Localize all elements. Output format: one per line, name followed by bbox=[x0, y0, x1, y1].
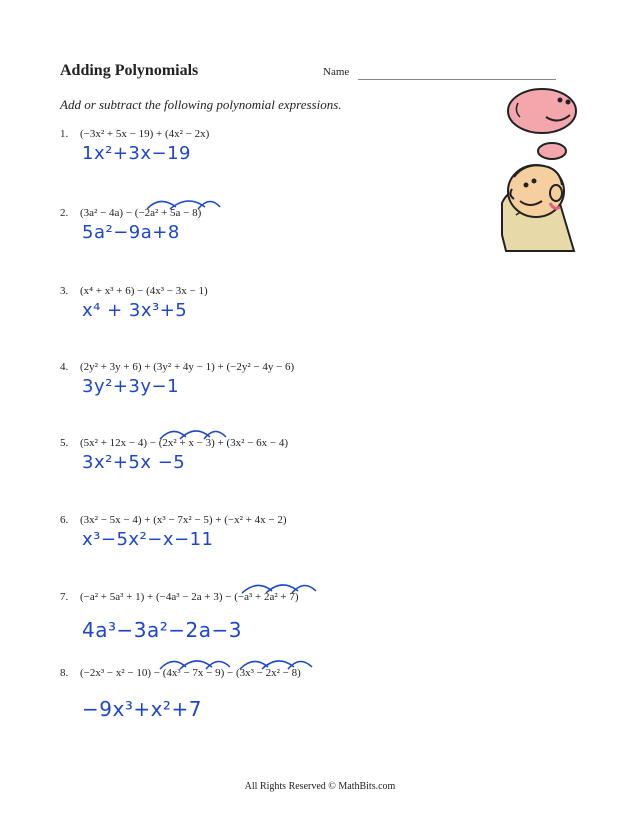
problem-number: 8. bbox=[60, 667, 69, 679]
handwritten-answer: 3x²+5x −5 bbox=[82, 452, 186, 473]
handwritten-answer: 5a²−9a+8 bbox=[82, 222, 180, 243]
problem-7 bbox=[60, 591, 500, 651]
problem-expression: (−3x² + 5x − 19) + (4x² − 2x) bbox=[80, 128, 210, 140]
handwritten-answer: 4a³−3a²−2a−3 bbox=[82, 618, 242, 642]
problem-expression: (3a² − 4a) − (−2a² + 5a − 8) bbox=[80, 207, 202, 219]
problem-number: 3. bbox=[60, 285, 69, 297]
worksheet-title: Adding Polynomials bbox=[60, 62, 199, 79]
handwritten-answer: x⁴ + 3x³+5 bbox=[82, 300, 188, 321]
problem-expression: (−a² + 5a³ + 1) + (−4a³ − 2a + 3) − (−a³ + 2a² + 7) bbox=[80, 591, 299, 603]
handwritten-answer: 1x²+3x−19 bbox=[82, 143, 191, 164]
problem-6 bbox=[60, 514, 500, 574]
problem-number: 4. bbox=[60, 361, 69, 373]
handwritten-answer: −9x³+x²+7 bbox=[82, 697, 202, 721]
problem-8 bbox=[60, 667, 500, 727]
handwritten-answer: x³−5x²−x−11 bbox=[82, 529, 214, 550]
problem-2 bbox=[60, 207, 500, 267]
name-line bbox=[358, 79, 556, 80]
problem-3 bbox=[60, 285, 500, 345]
thought-bubble-head bbox=[508, 89, 576, 133]
problem-5 bbox=[60, 437, 500, 497]
problem-number: 5. bbox=[60, 437, 69, 449]
problem-number: 6. bbox=[60, 514, 69, 526]
footer-copyright: All Rights Reserved © MathBits.com bbox=[244, 781, 396, 792]
problem-4 bbox=[60, 361, 500, 421]
problem-expression: (5x² + 12x − 4) − (2x² + x − 3) + (3x² − 6x − 4) bbox=[80, 437, 289, 449]
problem-expression: (3x² − 5x − 4) + (x³ − 7x² − 5) + (−x² + 4x − 2) bbox=[80, 514, 287, 526]
thinking-cartoon bbox=[486, 85, 578, 255]
name-label: Name bbox=[323, 66, 350, 78]
instructions: Add or subtract the following polynomial expressions. bbox=[60, 97, 342, 112]
problem-number: 1. bbox=[60, 128, 69, 140]
thinking-man bbox=[502, 165, 574, 251]
problem-1 bbox=[60, 128, 500, 188]
problem-expression: (x⁴ + x³ + 6) − (4x³ − 3x − 1) bbox=[80, 285, 208, 297]
problem-number: 7. bbox=[60, 591, 69, 603]
handwritten-answer: 3y²+3y−1 bbox=[82, 376, 180, 397]
problem-expression: (−2x³ − x² − 10) − (4x³ − 7x − 9) − (3x³ − 2x² − 8) bbox=[80, 667, 301, 679]
problem-expression: (2y² + 3y + 6) + (3y² + 4y − 1) + (−2y² − 4y − 6) bbox=[80, 361, 295, 373]
problem-number: 2. bbox=[60, 207, 69, 219]
